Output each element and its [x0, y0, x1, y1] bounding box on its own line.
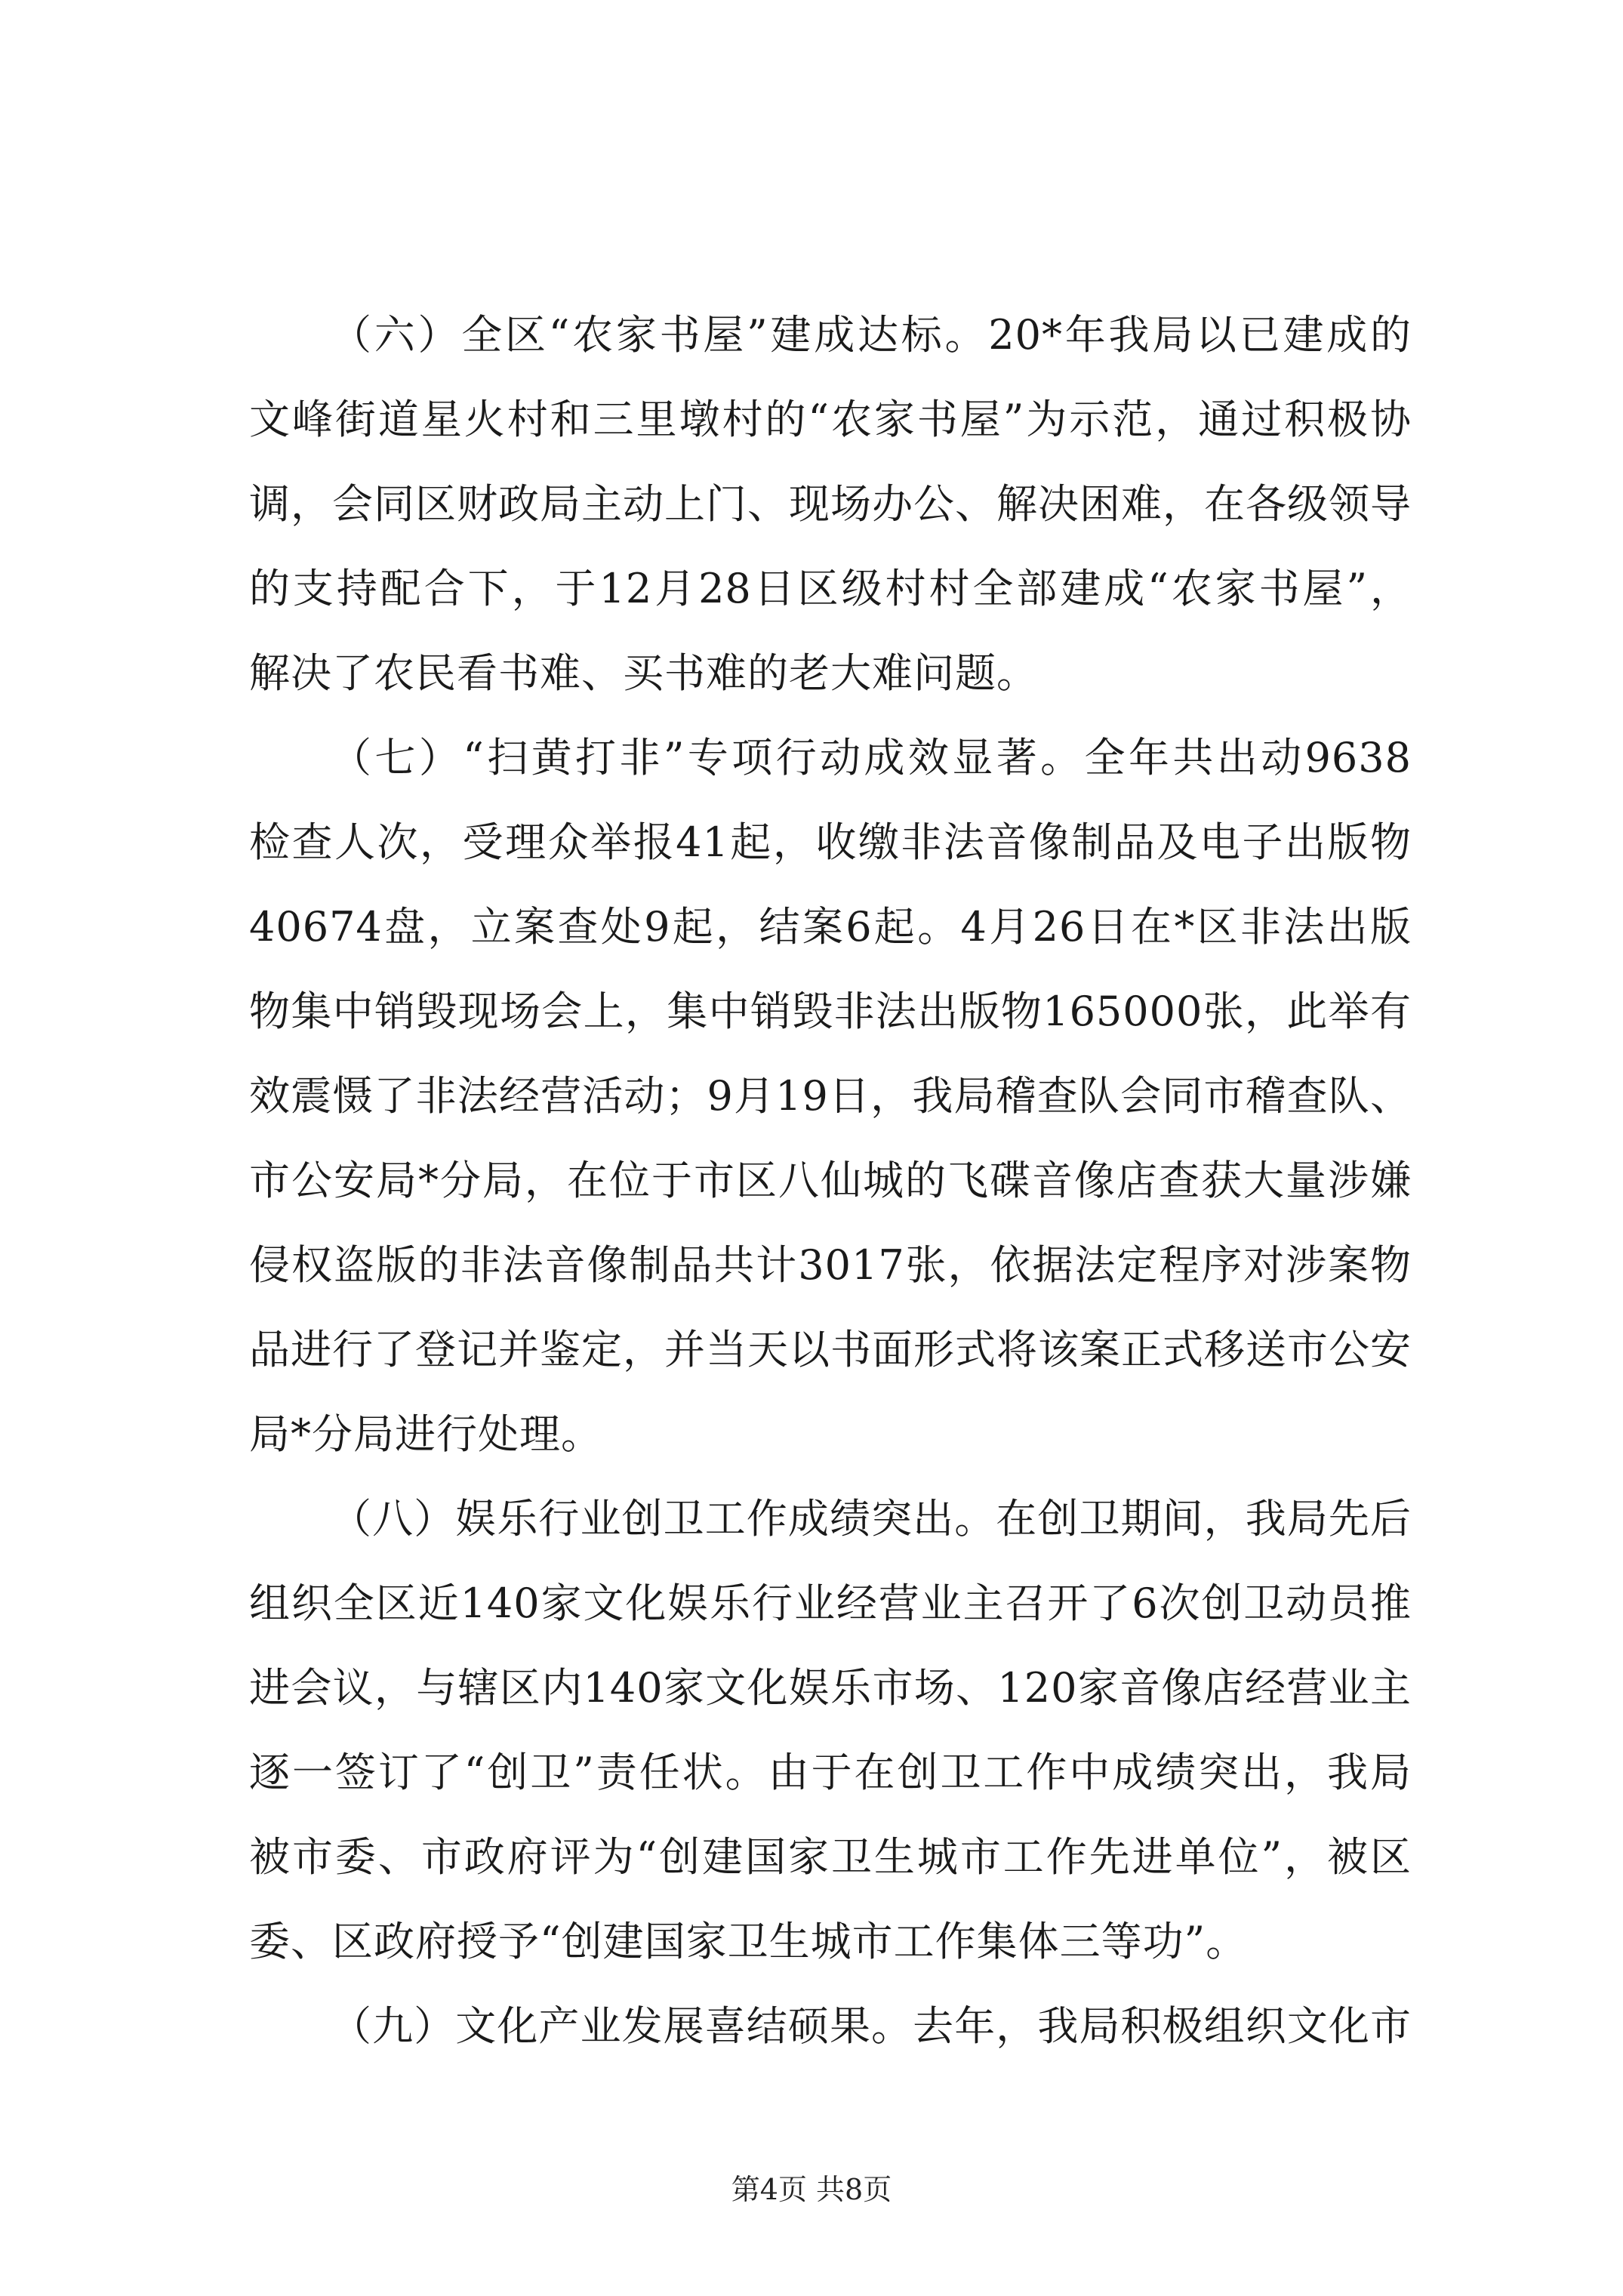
text-line: （六）全区“农家书屋”建成达标。20*年我局以已建成的 — [331, 311, 1412, 359]
text-line: 被市委、市政府评为“创建国家卫生城市工作先进单位”，被区 — [249, 1833, 1412, 1881]
text-line: （七）“扫黄打非”专项行动成效显著。全年共出动9638 — [331, 734, 1412, 781]
document-body — [249, 293, 1412, 2069]
text-line: 市公安局*分局，在位于市区八仙城的飞碟音像店查获大量涉嫌 — [249, 1157, 1412, 1204]
text-line: 调，会同区财政局主动上门、现场办公、解决困难，在各级领导 — [249, 480, 1412, 528]
text-line: 逐一签订了“创卫”责任状。由于在创卫工作中成绩突出，我局 — [249, 1749, 1412, 1796]
text-line: 的支持配合下，于12月28日区级村村全部建成“农家书屋”， — [249, 565, 1412, 612]
text-line: 品进行了登记并鉴定，并当天以书面形式将该案正式移送市公安 — [249, 1326, 1412, 1373]
text-line: （八）娱乐行业创卫工作成绩突出。在创卫期间，我局先后 — [331, 1495, 1412, 1542]
text-line: 效震慑了非法经营活动；9月19日，我局稽查队会同市稽查队、 — [249, 1072, 1412, 1120]
page-number-footer: 第4页 共8页 — [731, 2173, 892, 2206]
text-line: 40674盘，立案查处9起，结案6起。4月26日在*区非法出版 — [249, 903, 1412, 951]
text-line: 解决了农民看书难、买书难的老大难问题。 — [249, 649, 1038, 697]
text-line: 局*分局进行处理。 — [249, 1410, 602, 1458]
text-line: 进会议，与辖区内140家文化娱乐市场、120家音像店经营业主 — [249, 1664, 1412, 1712]
text-line: 文峰街道星火村和三里墩村的“农家书屋”为示范，通过积极协 — [249, 396, 1412, 443]
text-line: （九）文化产业发展喜结硕果。去年，我局积极组织文化市 — [331, 2002, 1412, 2050]
text-line: 委、区政府授予“创建国家卫生城市工作集体三等功”。 — [249, 1918, 1248, 1965]
text-line: 组织全区近140家文化娱乐行业经营业主召开了6次创卫动员推 — [249, 1579, 1412, 1627]
text-line: 物集中销毁现场会上，集中销毁非法出版物165000张，此举有 — [249, 988, 1412, 1035]
text-line: 检查人次，受理众举报41起，收缴非法音像制品及电子出版物 — [249, 818, 1412, 866]
text-line: 侵权盗版的非法音像制品共计3017张，依据法定程序对涉案物 — [249, 1241, 1412, 1289]
